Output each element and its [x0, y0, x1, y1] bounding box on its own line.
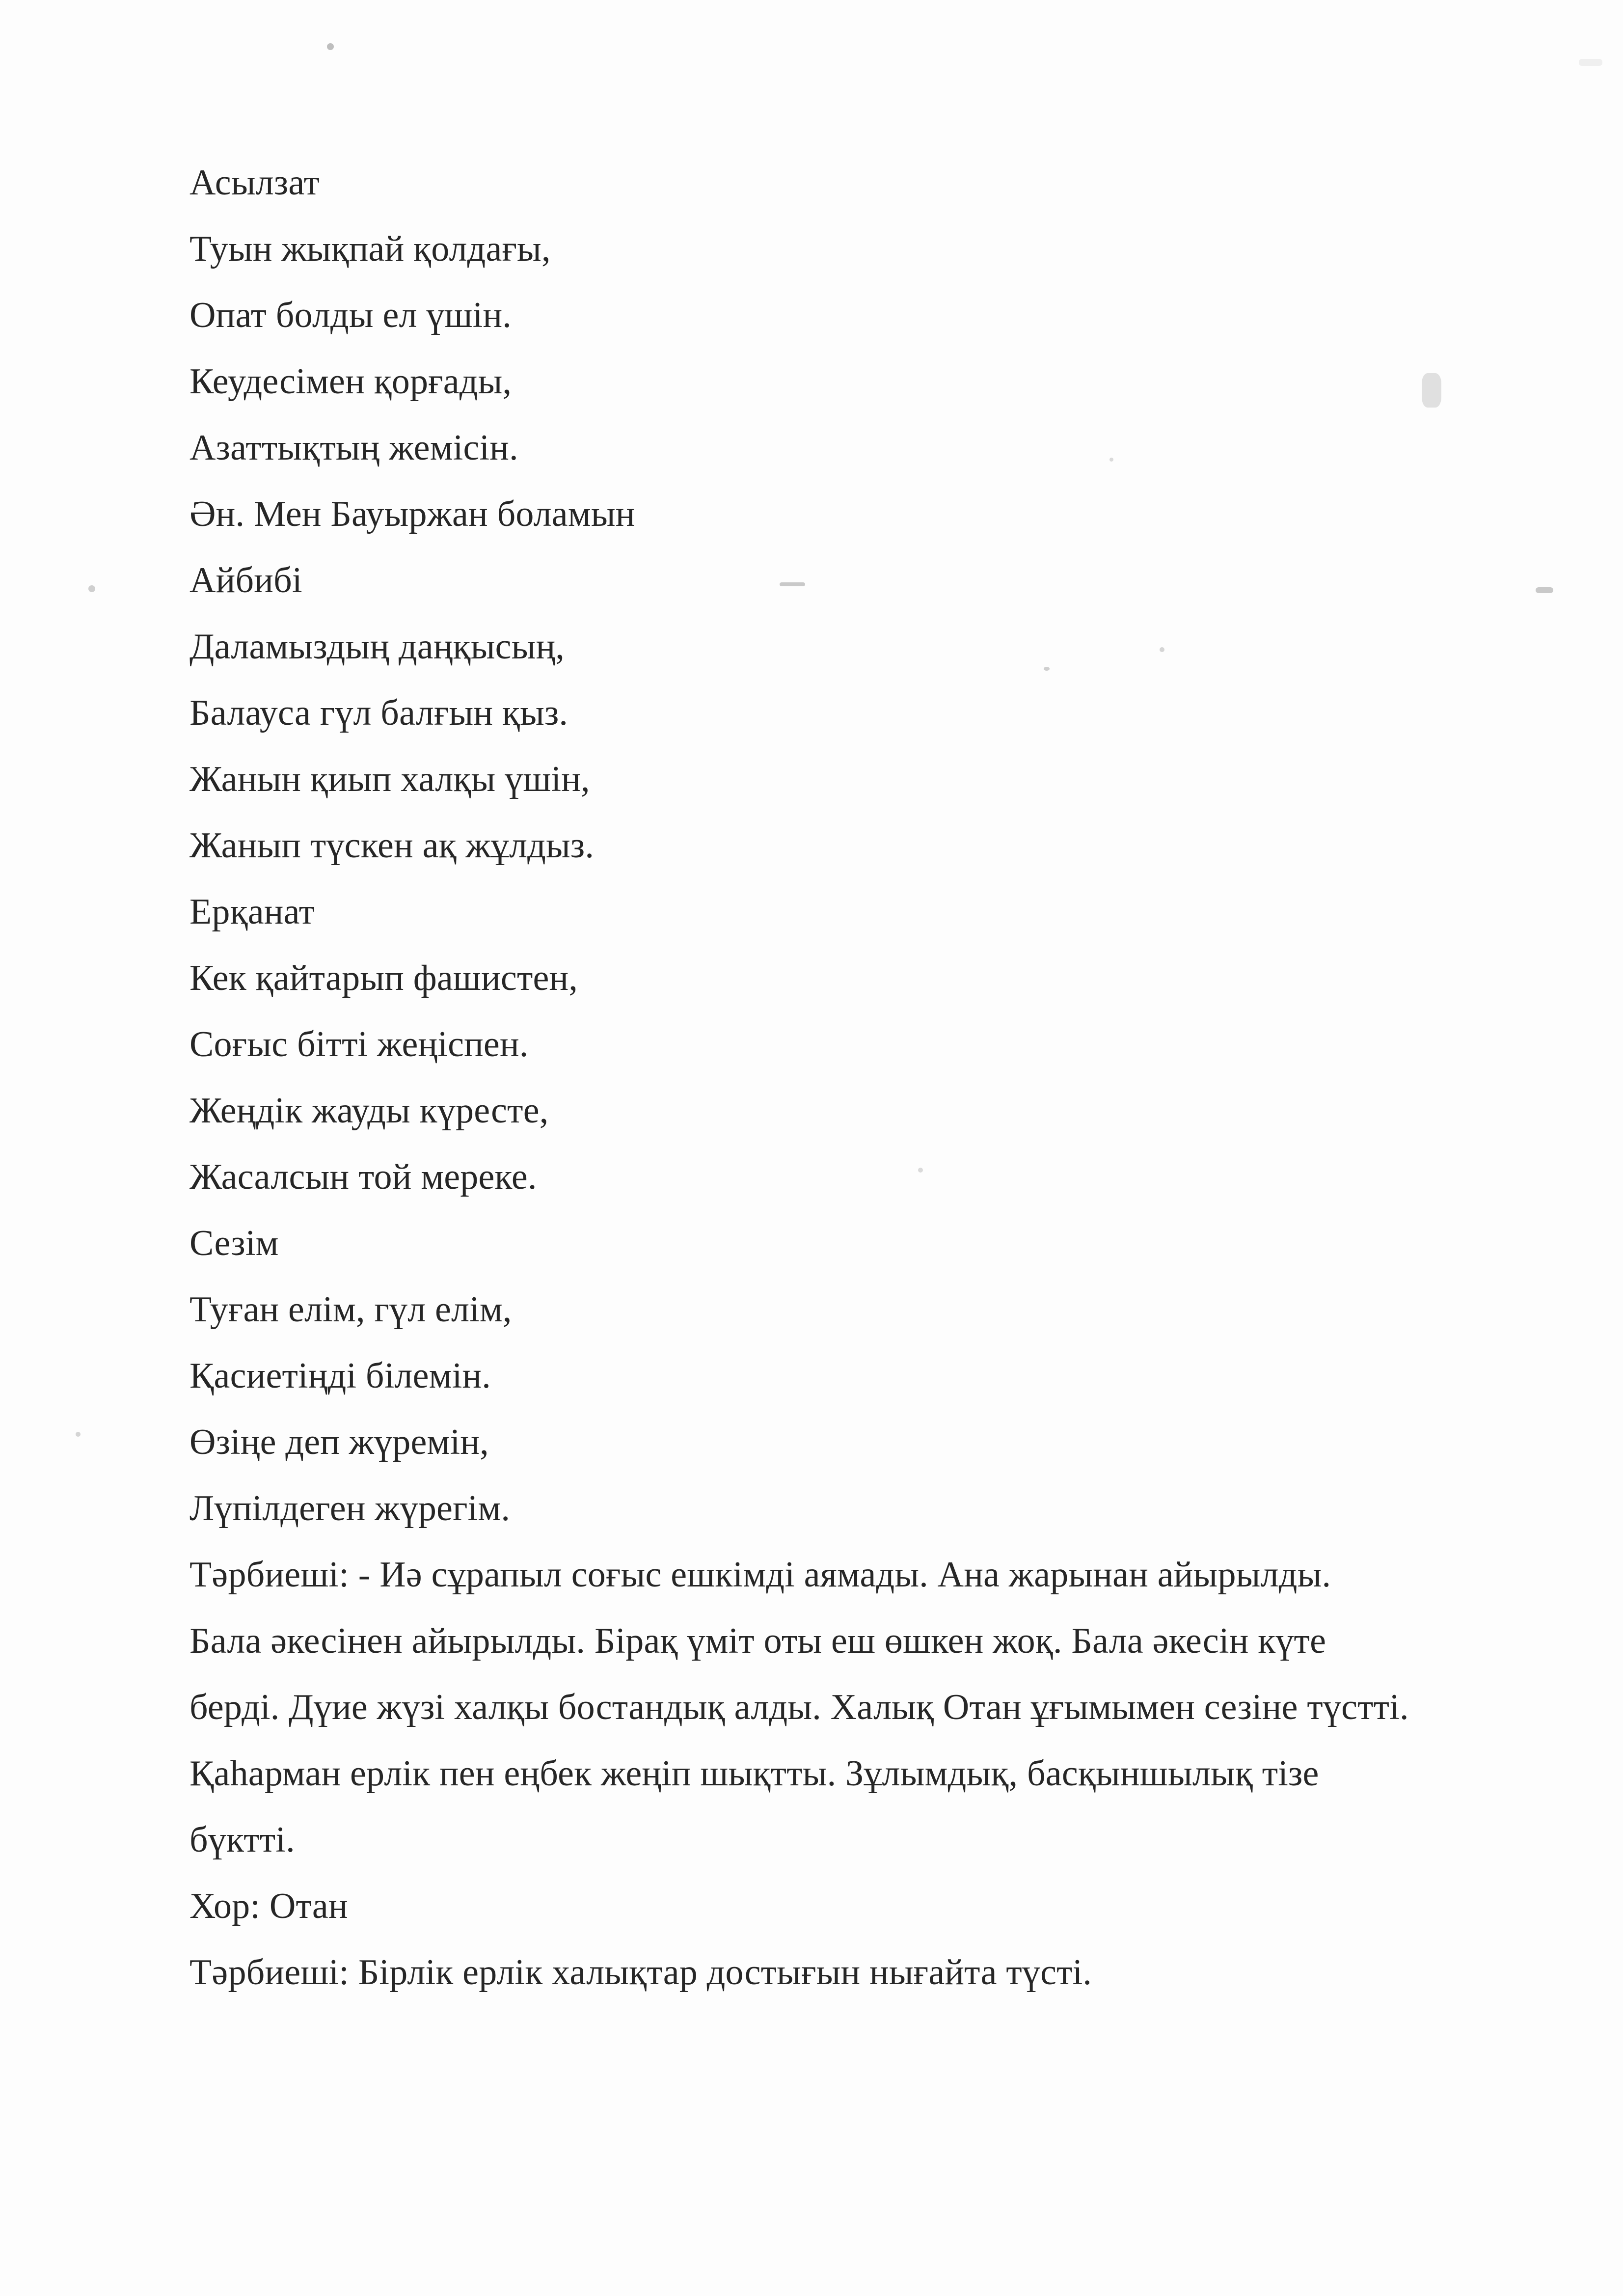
scan-speck	[327, 43, 334, 50]
scan-speck	[1579, 59, 1602, 66]
verse-line: Кек қайтарып фашистен,	[189, 958, 578, 998]
verse-line: Даламыздың даңқысың,	[189, 627, 565, 667]
narration-line: Бала әкесінен айырылды. Бірақ үміт оты еш өшкен жоқ. Бала әкесін күте	[189, 1621, 1326, 1661]
narration-line: Тәрбиеші: Бірлік ерлік халықтар достығын нығайта түсті.	[189, 1952, 1092, 1993]
speaker-name: Айбибі	[189, 560, 302, 601]
verse-line: Жасалсын той мереке.	[189, 1157, 537, 1197]
verse-line: Опат болды ел үшін.	[189, 295, 512, 335]
speaker-name: Сезім	[189, 1223, 279, 1263]
scan-speck	[76, 1432, 81, 1437]
song-title: Ән. Мен Бауыржан боламын	[189, 494, 635, 534]
narration-line: бүктті.	[189, 1820, 295, 1860]
document-body	[189, 150, 1486, 2006]
verse-line: Жанын қиып халқы үшін,	[189, 759, 590, 799]
verse-line: Қасиетіңді білемін.	[189, 1356, 491, 1396]
scan-speck	[1536, 587, 1553, 593]
verse-line: Жанып түскен ақ жұлдыз.	[189, 825, 595, 866]
verse-line: Туын жықпай қолдағы,	[189, 229, 551, 269]
verse-line: Өзіңе деп жүремін,	[189, 1422, 489, 1462]
verse-line: Жеңдік жауды күресте,	[189, 1091, 549, 1131]
speaker-name: Асылзат	[189, 163, 320, 203]
verse-line: Кеудесімен қорғады,	[189, 361, 512, 402]
verse-line: Балауса гүл балғын қыз.	[189, 693, 568, 733]
narration-line: берді. Дүие жүзі халқы бостандық алды. Халық Отан ұғымымен сезіне түстті.	[189, 1687, 1409, 1727]
verse-line: Туған елім, гүл елім,	[189, 1289, 512, 1330]
verse-line: Азаттықтың жемісін.	[189, 428, 518, 468]
narration-line: Тәрбиеші: - Иә сұрапыл соғыс ешкімді аямады. Ана жарынан айырылды.	[189, 1555, 1331, 1595]
speaker-name: Ерқанат	[189, 892, 315, 932]
verse-line: Лүпілдеген жүрегім.	[189, 1488, 511, 1529]
narration-line: Қаһарман ерлік пен еңбек жеңіп шықтты. Зұлымдық, басқыншылық тізе	[189, 1753, 1319, 1794]
choir-line: Хор: Отан	[189, 1886, 348, 1926]
verse-line: Соғыс бітті жеңіспен.	[189, 1024, 529, 1065]
scan-speck	[88, 585, 95, 592]
